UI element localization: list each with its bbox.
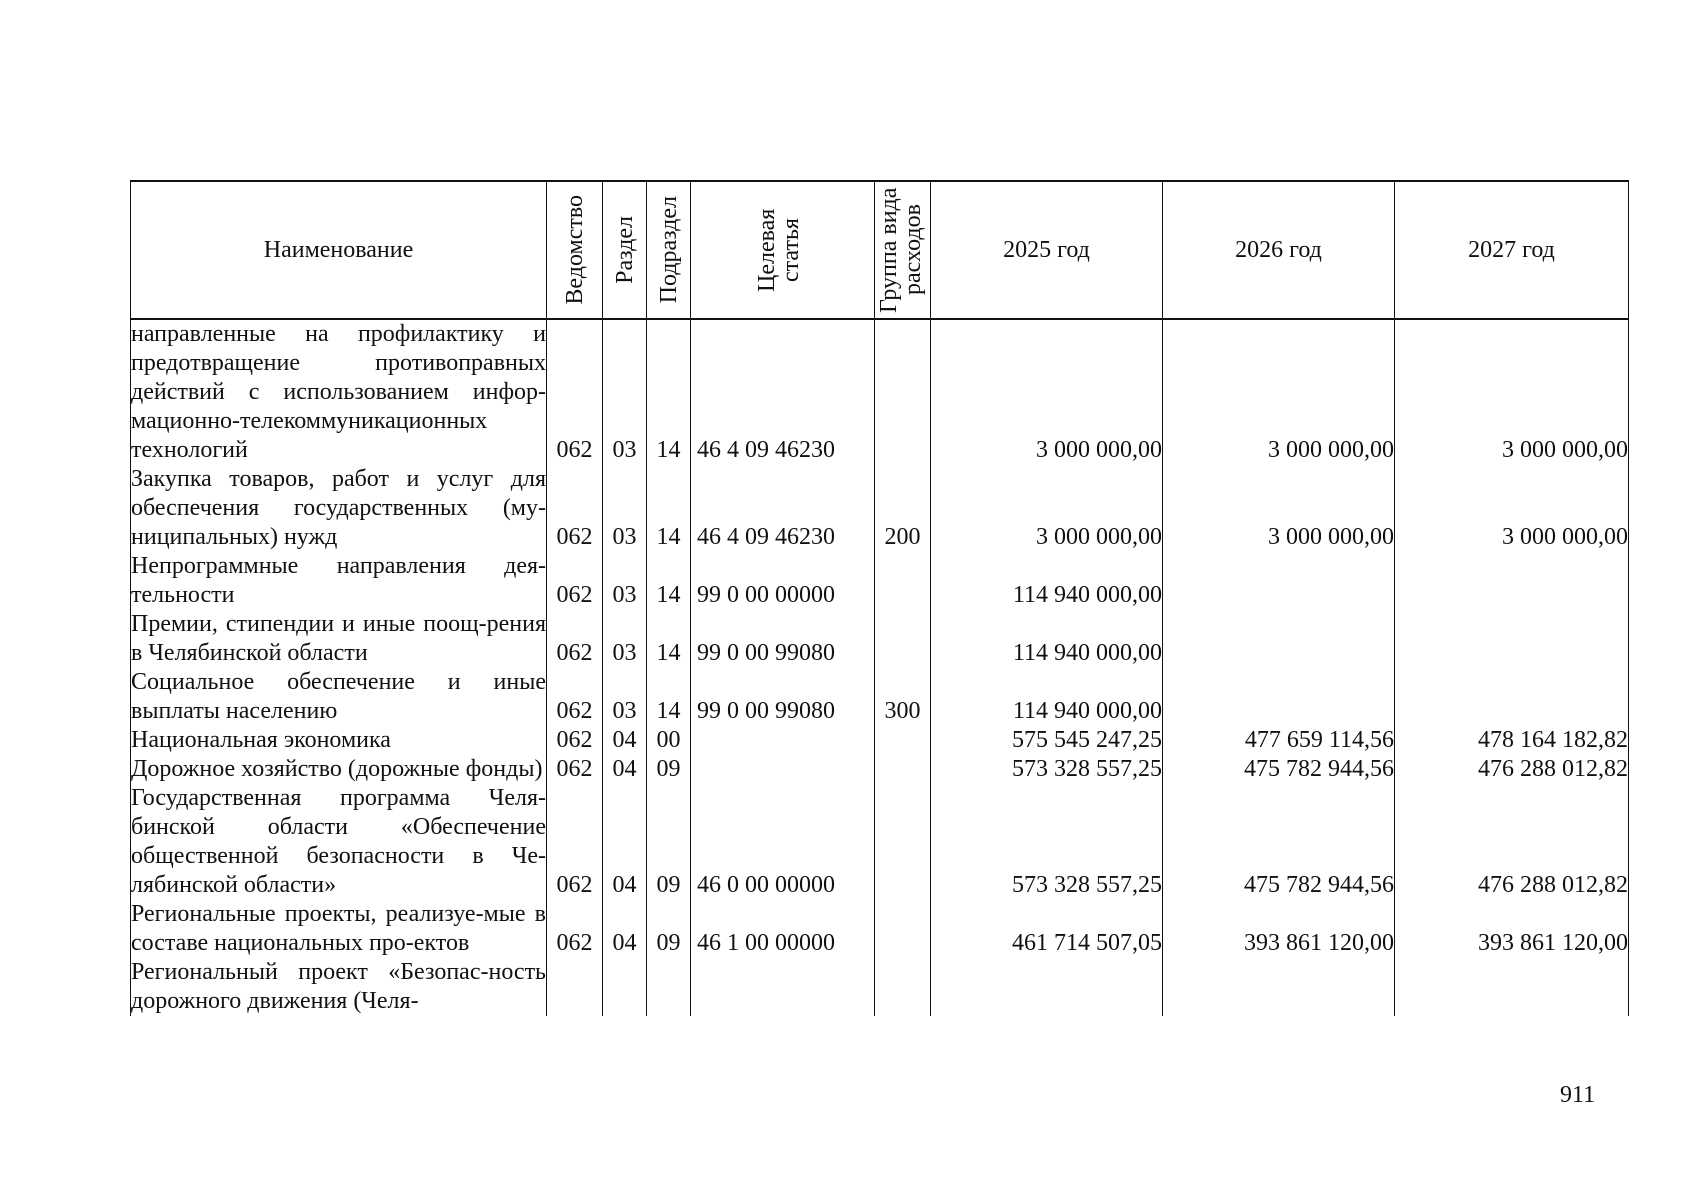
row-dept: 062 bbox=[547, 465, 603, 552]
row-group bbox=[875, 900, 931, 958]
header-2026: 2026 год bbox=[1163, 181, 1395, 319]
table-row bbox=[131, 610, 1629, 668]
row-2026: 475 782 944,56 bbox=[1163, 755, 1395, 784]
row-2027: 478 164 182,82 bbox=[1395, 726, 1629, 755]
row-group: 300 bbox=[875, 668, 931, 726]
row-subsection: 00 bbox=[647, 726, 691, 755]
row-section: 04 bbox=[603, 784, 647, 900]
row-2026: 3 000 000,00 bbox=[1163, 319, 1395, 465]
row-section: 03 bbox=[603, 319, 647, 465]
row-dept: 062 bbox=[547, 784, 603, 900]
row-subsection: 14 bbox=[647, 668, 691, 726]
row-dept: 062 bbox=[547, 610, 603, 668]
row-dept: 062 bbox=[547, 552, 603, 610]
header-subsection: Подраздел bbox=[647, 181, 691, 319]
row-name: Непрограммные направления дея-тельности bbox=[131, 553, 546, 608]
row-target bbox=[691, 726, 875, 755]
row-2026 bbox=[1163, 668, 1395, 726]
row-target bbox=[691, 958, 875, 1016]
row-2026 bbox=[1163, 610, 1395, 668]
header-dept: Ведомство bbox=[547, 181, 603, 319]
row-section: 03 bbox=[603, 668, 647, 726]
row-name: Национальная экономика bbox=[131, 726, 547, 755]
row-group: 200 bbox=[875, 465, 931, 552]
row-dept: 062 bbox=[547, 900, 603, 958]
budget-table bbox=[130, 180, 1629, 1016]
row-dept: 062 bbox=[547, 319, 603, 465]
row-2027 bbox=[1395, 610, 1629, 668]
row-2025: 3 000 000,00 bbox=[931, 319, 1163, 465]
row-target: 46 0 00 00000 bbox=[691, 784, 875, 900]
row-2027 bbox=[1395, 958, 1629, 1016]
table-row bbox=[131, 668, 1629, 726]
row-2025: 573 328 557,25 bbox=[931, 755, 1163, 784]
row-section bbox=[603, 958, 647, 1016]
row-2025: 3 000 000,00 bbox=[931, 465, 1163, 552]
row-name: Премии, стипендии и иные поощ-рения в Челябинской области bbox=[131, 611, 546, 666]
table-row bbox=[131, 319, 1629, 465]
row-subsection: 09 bbox=[647, 784, 691, 900]
row-subsection: 14 bbox=[647, 465, 691, 552]
table-row bbox=[131, 958, 1629, 1016]
row-dept: 062 bbox=[547, 668, 603, 726]
header-section: Раздел bbox=[603, 181, 647, 319]
table-row bbox=[131, 465, 1629, 552]
row-section: 04 bbox=[603, 900, 647, 958]
row-2027: 3 000 000,00 bbox=[1395, 465, 1629, 552]
row-2025: 114 940 000,00 bbox=[931, 668, 1163, 726]
row-target: 99 0 00 99080 bbox=[691, 668, 875, 726]
row-section: 04 bbox=[603, 755, 647, 784]
row-subsection: 14 bbox=[647, 319, 691, 465]
row-2026 bbox=[1163, 552, 1395, 610]
header-2027: 2027 год bbox=[1395, 181, 1629, 319]
row-2025 bbox=[931, 958, 1163, 1016]
row-name: направленные на профилактику и предотвращение противоправных действий с использованием инфор-мационно-телекоммуникационных технологий bbox=[131, 321, 546, 463]
row-2026: 477 659 114,56 bbox=[1163, 726, 1395, 755]
row-dept: 062 bbox=[547, 726, 603, 755]
table-row bbox=[131, 755, 1629, 784]
row-subsection: 14 bbox=[647, 610, 691, 668]
row-target: 99 0 00 99080 bbox=[691, 610, 875, 668]
header-target: Целевая статья bbox=[691, 181, 875, 319]
row-2026 bbox=[1163, 958, 1395, 1016]
row-name: Дорожное хозяйство (дорожные фонды) bbox=[131, 755, 547, 784]
row-2027: 3 000 000,00 bbox=[1395, 319, 1629, 465]
row-section: 03 bbox=[603, 465, 647, 552]
row-dept: 062 bbox=[547, 755, 603, 784]
row-subsection: 14 bbox=[647, 552, 691, 610]
row-2026: 393 861 120,00 bbox=[1163, 900, 1395, 958]
row-target: 46 4 09 46230 bbox=[691, 319, 875, 465]
row-name: Закупка товаров, работ и услуг для обеспечения государственных (му-ниципальных) нужд bbox=[131, 466, 546, 550]
row-2027: 393 861 120,00 bbox=[1395, 900, 1629, 958]
row-group bbox=[875, 726, 931, 755]
header-2025: 2025 год bbox=[931, 181, 1163, 319]
row-group bbox=[875, 552, 931, 610]
header-group: Группа вида расходов bbox=[875, 181, 931, 319]
row-group bbox=[875, 755, 931, 784]
header-name: Наименование bbox=[131, 181, 547, 319]
row-group bbox=[875, 610, 931, 668]
row-name: Государственная программа Челя-бинской области «Обеспечение общественной безопасности в Че-лябинской области» bbox=[131, 785, 546, 898]
row-name: Региональный проект «Безопас-ность дорожного движения (Челя- bbox=[131, 959, 546, 1014]
row-dept bbox=[547, 958, 603, 1016]
row-2025: 461 714 507,05 bbox=[931, 900, 1163, 958]
row-target: 99 0 00 00000 bbox=[691, 552, 875, 610]
row-group bbox=[875, 784, 931, 900]
row-target bbox=[691, 755, 875, 784]
row-section: 03 bbox=[603, 610, 647, 668]
row-2027 bbox=[1395, 552, 1629, 610]
row-group bbox=[875, 958, 931, 1016]
row-subsection: 09 bbox=[647, 755, 691, 784]
row-section: 04 bbox=[603, 726, 647, 755]
row-2026: 3 000 000,00 bbox=[1163, 465, 1395, 552]
row-section: 03 bbox=[603, 552, 647, 610]
row-target: 46 1 00 00000 bbox=[691, 900, 875, 958]
page-number: 911 bbox=[1560, 1082, 1596, 1108]
row-2025: 114 940 000,00 bbox=[931, 552, 1163, 610]
header-row bbox=[131, 181, 1629, 319]
row-group bbox=[875, 319, 931, 465]
table-row bbox=[131, 900, 1629, 958]
row-target: 46 4 09 46230 bbox=[691, 465, 875, 552]
table-row bbox=[131, 552, 1629, 610]
row-2025: 114 940 000,00 bbox=[931, 610, 1163, 668]
budget-sheet bbox=[130, 180, 1628, 1090]
table-row bbox=[131, 784, 1629, 900]
row-2027: 476 288 012,82 bbox=[1395, 784, 1629, 900]
row-subsection bbox=[647, 958, 691, 1016]
row-name: Региональные проекты, реализуе-мые в составе национальных про-ектов bbox=[131, 901, 546, 956]
row-2027: 476 288 012,82 bbox=[1395, 755, 1629, 784]
row-name: Социальное обеспечение и иные выплаты населению bbox=[131, 669, 546, 724]
row-2025: 573 328 557,25 bbox=[931, 784, 1163, 900]
table-row bbox=[131, 726, 1629, 755]
row-2027 bbox=[1395, 668, 1629, 726]
row-2026: 475 782 944,56 bbox=[1163, 784, 1395, 900]
row-2025: 575 545 247,25 bbox=[931, 726, 1163, 755]
row-subsection: 09 bbox=[647, 900, 691, 958]
